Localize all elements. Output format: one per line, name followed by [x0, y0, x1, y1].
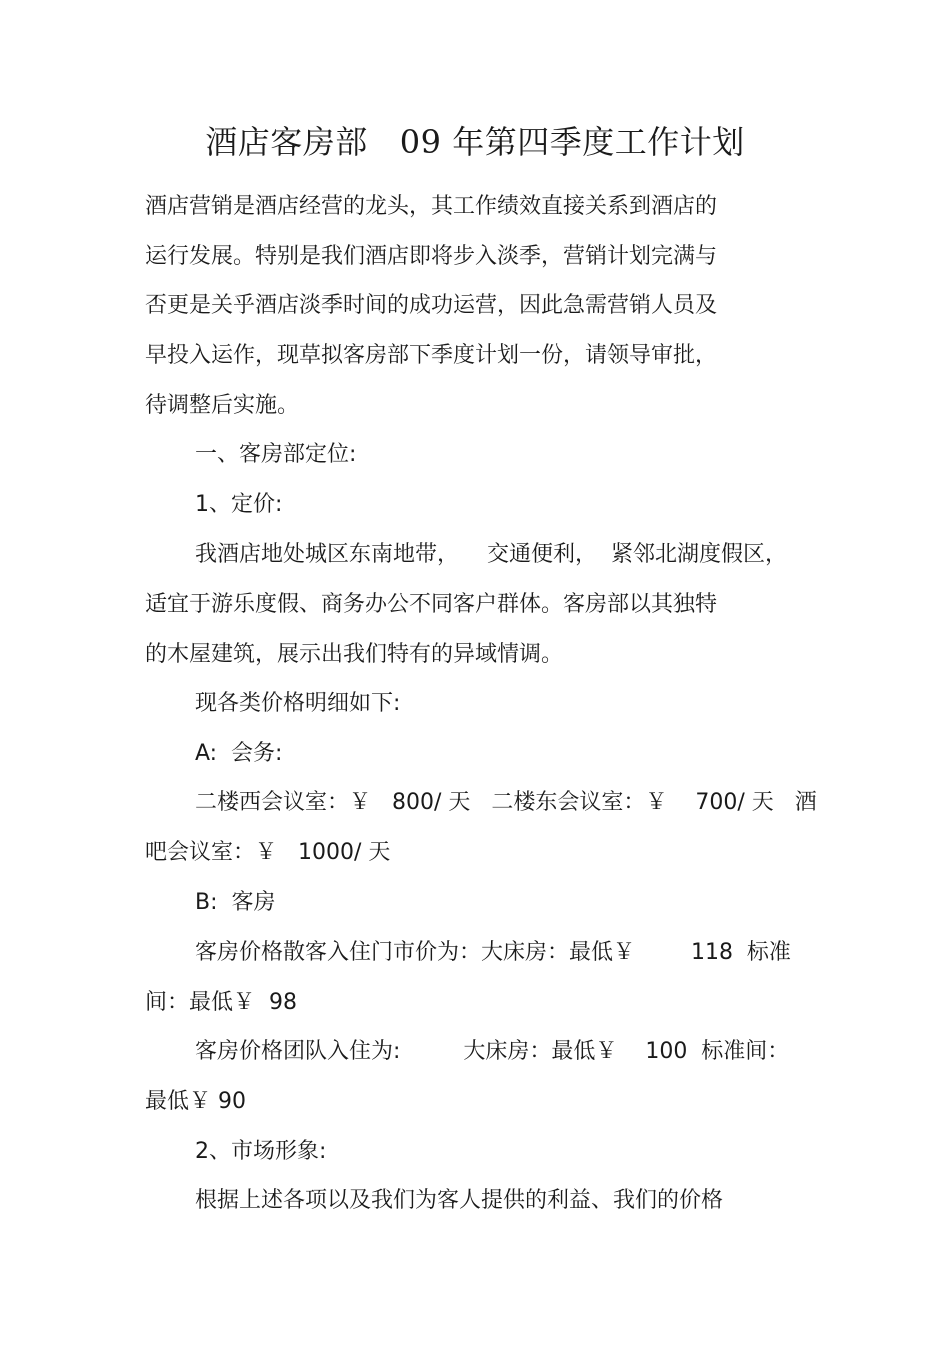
body-line: 运行发展。特别是我们酒店即将步入淡季，营销计划完满与 — [145, 244, 718, 269]
price-line: 客房价格散客入住门市价为：大床房：最低￥ 118 标准 — [195, 940, 791, 965]
price-line: 二楼西会议室：￥ 800/ 天 二楼东会议室：￥ 700/ 天 酒 — [195, 790, 817, 815]
body-line: 适宜于游乐度假、商务办公不同客户群体。客房部以其独特 — [145, 592, 718, 617]
price-line: 最低￥ 90 — [145, 1089, 246, 1114]
price-line: 客房价格团队入住为: 大床房：最低￥ 100 标准间： — [195, 1039, 790, 1064]
subsection-heading: 1、定价: — [195, 492, 283, 517]
body-line: 的木屋建筑，展示出我们特有的异域情调。 — [145, 642, 564, 667]
body-line: 待调整后实施。 — [145, 393, 300, 418]
body-line: 否更是关乎酒店淡季时间的成功运营，因此急需营销人员及 — [145, 293, 718, 318]
section-heading: 一、客房部定位: — [195, 442, 357, 467]
price-line: 间：最低￥ 98 — [145, 990, 297, 1015]
body-line: 现各类价格明细如下: — [195, 691, 401, 716]
body-line: 根据上述各项以及我们为客人提供的利益、我们的价格 — [195, 1188, 724, 1213]
price-line: 吧会议室：￥ 1000/ 天 — [145, 840, 391, 865]
document-title: 酒店客房部 09 年第四季度工作计划 — [205, 123, 745, 161]
list-heading: B: 客房 — [195, 890, 276, 915]
body-line: 早投入运作，现草拟客房部下季度计划一份，请领导审批， — [145, 343, 718, 368]
subsection-heading: 2、市场形象: — [195, 1139, 327, 1164]
list-heading: A: 会务: — [195, 741, 283, 766]
body-line: 酒店营销是酒店经营的龙头，其工作绩效直接关系到酒店的 — [145, 194, 718, 219]
body-line: 我酒店地处城区东南地带， 交通便利， 紧邻北湖度假区， — [195, 542, 787, 567]
